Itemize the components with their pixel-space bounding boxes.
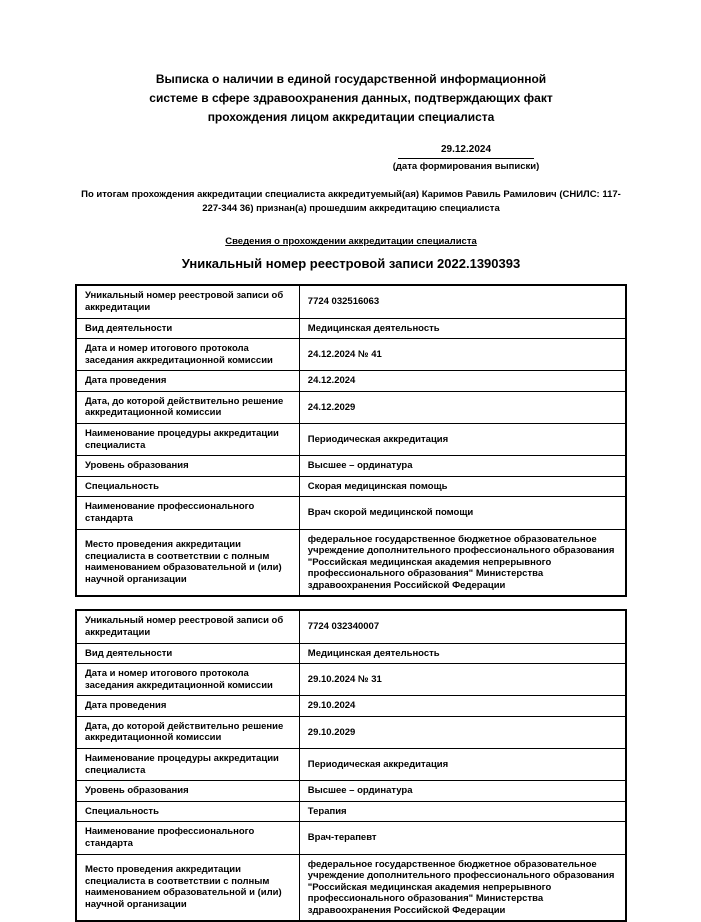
table-row [76, 424, 626, 456]
accreditation-summary: По итогам прохождения аккредитации специалиста аккредитуемый(ая) Каримов Равиль Рамилович (СНИЛС: 117-227-344 36) признан(а) прошедшим аккредитацию специалиста [81, 188, 621, 214]
issue-date-value: 29.12.2024 [398, 143, 534, 159]
row-label: Наименование профессионального стандарта [76, 822, 299, 854]
row-label: Наименование профессионального стандарта [76, 497, 299, 529]
table-row [76, 716, 626, 748]
row-value: Скорая медицинская помощь [299, 476, 626, 497]
table-row [76, 822, 626, 854]
row-label: Специальность [76, 476, 299, 497]
row-value: 7724 032340007 [299, 610, 626, 643]
row-value: Врач-терапевт [299, 822, 626, 854]
row-value: 29.10.2029 [299, 716, 626, 748]
table-row [76, 664, 626, 696]
row-label: Дата, до которой действительно решение аккредитационной комиссии [76, 716, 299, 748]
row-value: 29.10.2024 № 31 [299, 664, 626, 696]
row-label: Вид деятельности [76, 643, 299, 664]
row-label: Место проведения аккредитации специалиста в соответствии с полным наименованием образовательной и (или) научной организации [76, 529, 299, 596]
table-row [76, 781, 626, 802]
row-value: Высшее – ординатура [299, 456, 626, 477]
issue-date-caption: (дата формирования выписки) [392, 160, 540, 172]
row-value: федеральное государственное бюджетное образовательное учреждение дополнительного профессионального образования "Российская медицинская академия непрерывного профессионального образования" Министерства здравоохранения Российской Федерации [299, 529, 626, 596]
row-label: Уровень образования [76, 456, 299, 477]
row-value: 24.12.2024 № 41 [299, 339, 626, 371]
table-row [76, 801, 626, 822]
table-row [76, 371, 626, 392]
accreditation-table-1 [75, 284, 627, 597]
row-value: Терапия [299, 801, 626, 822]
row-value: 24.12.2024 [299, 371, 626, 392]
table-row [76, 476, 626, 497]
table-row [76, 749, 626, 781]
table-row [76, 285, 626, 318]
row-label: Дата, до которой действительно решение аккредитационной комиссии [76, 391, 299, 423]
row-value: Врач скорой медицинской помощи [299, 497, 626, 529]
row-value: 24.12.2029 [299, 391, 626, 423]
table-row [76, 456, 626, 477]
row-value: 7724 032516063 [299, 285, 626, 318]
row-label: Уникальный номер реестровой записи об аккредитации [76, 610, 299, 643]
row-label: Уникальный номер реестровой записи об аккредитации [76, 285, 299, 318]
section-heading: Сведения о прохождении аккредитации специалиста [225, 236, 477, 248]
row-label: Место проведения аккредитации специалиста в соответствии с полным наименованием образовательной и (или) научной организации [76, 854, 299, 921]
table-row [76, 854, 626, 921]
row-value: Медицинская деятельность [299, 318, 626, 339]
row-label: Специальность [76, 801, 299, 822]
row-label: Наименование процедуры аккредитации специалиста [76, 424, 299, 456]
table-row [76, 339, 626, 371]
row-label: Дата проведения [76, 371, 299, 392]
row-label: Уровень образования [76, 781, 299, 802]
registry-number-heading: Уникальный номер реестровой записи 2022.1390393 [181, 256, 521, 272]
document-title: Выписка о наличии в единой государственной информационной системе в сфере здравоохранения данных, подтверждающих факт прохождения лицом аккредитации специалиста [149, 72, 553, 125]
row-label: Наименование процедуры аккредитации специалиста [76, 749, 299, 781]
row-value: Периодическая аккредитация [299, 424, 626, 456]
row-label: Дата и номер итогового протокола заседания аккредитационной комиссии [76, 664, 299, 696]
table-row [76, 391, 626, 423]
row-label: Вид деятельности [76, 318, 299, 339]
issue-date-block [381, 143, 551, 173]
table-row [76, 643, 626, 664]
table-row [76, 610, 626, 643]
row-label: Дата и номер итогового протокола заседания аккредитационной комиссии [76, 339, 299, 371]
row-value: Периодическая аккредитация [299, 749, 626, 781]
table-row [76, 318, 626, 339]
table-row [76, 696, 626, 717]
row-value: федеральное государственное бюджетное образовательное учреждение дополнительного профессионального образования "Российская медицинская академия непрерывного профессионального образования" Министерства здравоохранения Российской Федерации [299, 854, 626, 921]
row-value: Высшее – ординатура [299, 781, 626, 802]
table-row [76, 529, 626, 596]
table-row [76, 497, 626, 529]
row-label: Дата проведения [76, 696, 299, 717]
row-value: Медицинская деятельность [299, 643, 626, 664]
accreditation-table-2 [75, 609, 627, 922]
row-value: 29.10.2024 [299, 696, 626, 717]
